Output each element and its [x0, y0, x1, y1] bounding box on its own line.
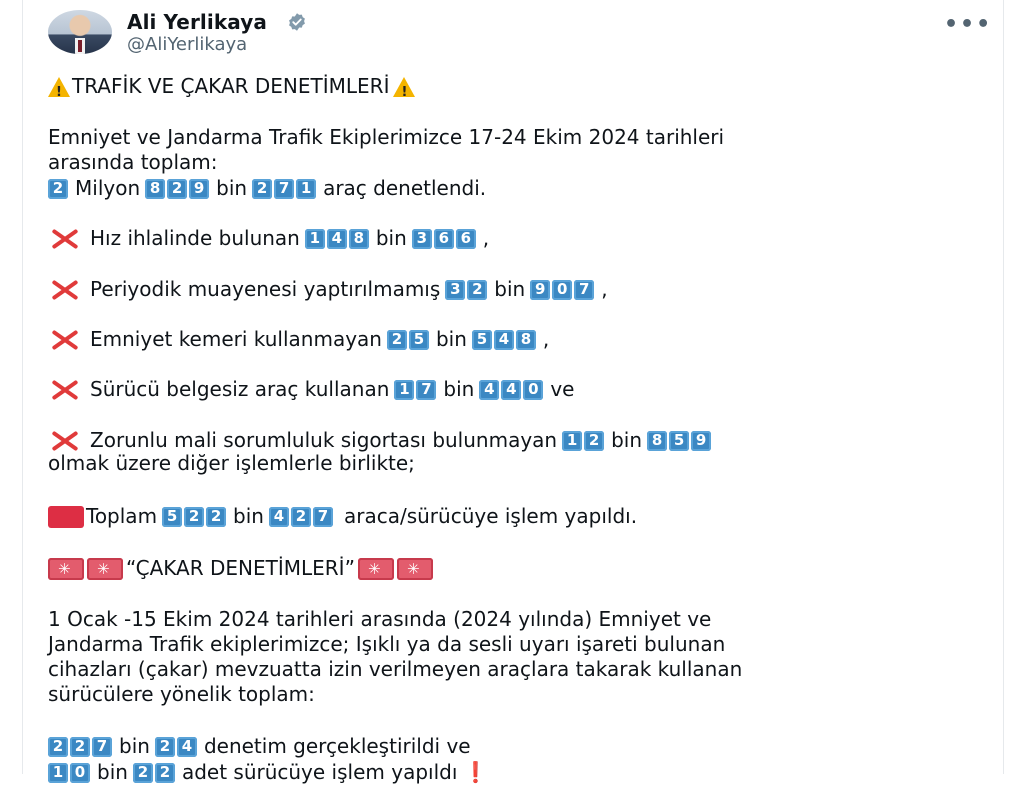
red-square-icon: [48, 506, 84, 528]
author-name[interactable]: Ali Yerlikaya: [127, 10, 267, 34]
siren-icon: [358, 558, 394, 580]
violation-label: Emniyet kemeri kullanmayan: [90, 327, 382, 351]
siren-icon: [87, 558, 123, 580]
para-line: Jandarma Trafik ekiplerimizce; Işıklı ya da sesli uyarı işareti bulunan: [48, 632, 726, 656]
keycap-number: [647, 431, 713, 451]
violation-item: [48, 277, 608, 302]
bin-word: bin: [494, 277, 526, 301]
intro-line-2: arasında toplam:: [48, 150, 218, 174]
total2-label: Toplam: [86, 504, 158, 528]
keycap-digit: 7: [274, 179, 294, 199]
keycap-digit: 5: [472, 330, 492, 350]
violation-label: Sürücü belgesiz araç kullanan: [90, 377, 390, 401]
keycap-digit: 9: [189, 179, 209, 199]
cross-mark-icon: [48, 279, 78, 301]
keycap-number: [479, 380, 545, 400]
unit-word: Milyon: [75, 176, 141, 200]
keycap-digit: 8: [145, 179, 165, 199]
exclamation-icon: ❗: [463, 760, 489, 784]
keycap-digit: 8: [349, 229, 369, 249]
cross-mark-icon: [48, 430, 78, 452]
keycap-number: [48, 737, 114, 757]
cakar2-tail: adet sürücüye işlem yapıldı: [181, 760, 458, 784]
keycap-digit: 2: [133, 763, 153, 783]
keycap-digit: 5: [162, 507, 182, 527]
title-line: [48, 74, 417, 99]
keycap-number: [412, 229, 478, 249]
keycap-digit: 6: [434, 229, 454, 249]
keycap-digit: 4: [479, 380, 499, 400]
keycap-digit: 2: [584, 431, 604, 451]
keycap-number: [145, 179, 211, 199]
keycap-digit: 2: [467, 280, 487, 300]
bin-word: bin: [375, 226, 407, 250]
bin-word: bin: [233, 504, 264, 528]
warning-icon: [393, 77, 415, 97]
violation-item: [48, 327, 549, 352]
keycap-digit: 3: [445, 280, 465, 300]
cross-mark-icon: [48, 379, 78, 401]
timeline-border-left: [22, 0, 23, 774]
violation-item: [48, 226, 489, 251]
violation-tail: ,: [482, 226, 490, 250]
intro-line-1: Emniyet ve Jandarma Trafik Ekiplerimizce 17-24 Ekim 2024 tarihleri: [48, 125, 725, 149]
keycap-digit: 7: [574, 280, 594, 300]
violation-label: Hız ihlalinde bulunan: [90, 226, 300, 250]
keycap-digit: 4: [501, 380, 521, 400]
keycap-digit: 8: [647, 431, 667, 451]
keycap-digit: 0: [552, 280, 572, 300]
keycap-digit: 5: [409, 330, 429, 350]
bin-word: bin: [216, 176, 248, 200]
keycap-digit: 4: [327, 229, 347, 249]
keycap-digit: 2: [70, 737, 90, 757]
avatar[interactable]: [48, 10, 112, 54]
keycap-number: [472, 330, 538, 350]
keycap-number: [530, 280, 596, 300]
keycap-digit: 9: [691, 431, 711, 451]
author-handle[interactable]: @AliYerlikaya: [127, 34, 248, 55]
keycap-digit: 2: [48, 737, 68, 757]
siren-icon: [48, 558, 84, 580]
total-checked-line: [48, 176, 486, 201]
cakar-title: “ÇAKAR DENETİMLERİ”: [126, 556, 355, 580]
keycap-number: [562, 431, 606, 451]
keycap-number: [387, 330, 431, 350]
keycap-digit: 4: [269, 507, 289, 527]
keycap-digit: 2: [387, 330, 407, 350]
keycap-number: [305, 229, 371, 249]
keycap-digit: 1: [48, 763, 68, 783]
violation-tail: ,: [601, 277, 608, 301]
para-line: 1 Ocak -15 Ekim 2024 tarihleri arasında (2024 yılında) Emniyet ve: [48, 607, 712, 631]
keycap-digit: 1: [296, 179, 316, 199]
violation-label: Zorunlu mali sorumluluk sigortası bulunmayan: [90, 428, 558, 452]
bin-word: bin: [611, 428, 643, 452]
para-line: sürücülere yönelik toplam:: [48, 682, 315, 706]
keycap-digit: 9: [530, 280, 550, 300]
keycap-digit: 0: [523, 380, 543, 400]
keycap-digit: 7: [92, 737, 112, 757]
keycap-digit: 2: [252, 179, 272, 199]
item5-continuation: olmak üzere diğer işlemlerle birlikte;: [48, 451, 415, 475]
keycap-number: [445, 280, 489, 300]
cross-mark-icon: [48, 329, 78, 351]
violation-item: [48, 428, 718, 453]
keycap-digit: 2: [155, 763, 175, 783]
cakar-result-line-2: [48, 760, 488, 785]
violation-tail: ve: [550, 377, 575, 401]
cakar-tail: denetim gerçekleştirildi ve: [203, 734, 471, 758]
keycap-digit: 2: [155, 737, 175, 757]
keycap-number: [133, 763, 177, 783]
total-processed-line: [48, 504, 637, 529]
keycap-digit: 2: [48, 179, 68, 199]
keycap-number: [252, 179, 318, 199]
keycap-digit: 8: [516, 330, 536, 350]
keycap-number: [269, 507, 335, 527]
cakar-result-line: [48, 734, 471, 759]
keycap-digit: 4: [494, 330, 514, 350]
cross-mark-icon: [48, 228, 78, 250]
keycap-number: [162, 507, 228, 527]
violation-tail: ,: [542, 327, 550, 351]
keycap-number: [394, 380, 438, 400]
keycap-digit: 6: [456, 229, 476, 249]
keycap-digit: 7: [416, 380, 436, 400]
verified-badge-icon: [287, 12, 307, 32]
more-options-icon[interactable]: •••: [944, 12, 993, 37]
keycap-digit: 2: [206, 507, 226, 527]
keycap-number: [48, 763, 92, 783]
keycap-number: [155, 737, 199, 757]
keycap-digit: 3: [412, 229, 432, 249]
tweet-header: [48, 8, 993, 58]
keycap-number: [48, 179, 70, 199]
cakar-title-line: [48, 556, 436, 581]
siren-icon: [397, 558, 433, 580]
keycap-digit: 1: [562, 431, 582, 451]
keycap-digit: 1: [394, 380, 414, 400]
bin-word: bin: [435, 327, 467, 351]
keycap-digit: 5: [669, 431, 689, 451]
timeline-border-right: [1003, 0, 1004, 774]
keycap-digit: 1: [305, 229, 325, 249]
bin-word: bin: [97, 760, 128, 784]
violation-label: Periyodik muayenesi yaptırılmamış: [90, 277, 441, 301]
post-title: TRAFİK VE ÇAKAR DENETİMLERİ: [72, 74, 390, 98]
keycap-digit: 2: [184, 507, 204, 527]
keycap-digit: 2: [167, 179, 187, 199]
bin-word: bin: [443, 377, 475, 401]
bin-word: bin: [119, 734, 150, 758]
para-line: cihazları (çakar) mevzuatta izin verilmeyen araçlara takarak kullanan: [48, 657, 743, 681]
keycap-digit: 0: [70, 763, 90, 783]
keycap-digit: 4: [177, 737, 197, 757]
warning-icon: [48, 77, 70, 97]
keycap-digit: 2: [291, 507, 311, 527]
avatar-tie: [78, 40, 82, 52]
keycap-digit: 7: [313, 507, 333, 527]
total2-tail: araca/sürücüye işlem yapıldı.: [343, 504, 638, 528]
violation-item: [48, 377, 574, 402]
total-tail: araç denetlendi.: [323, 176, 487, 200]
